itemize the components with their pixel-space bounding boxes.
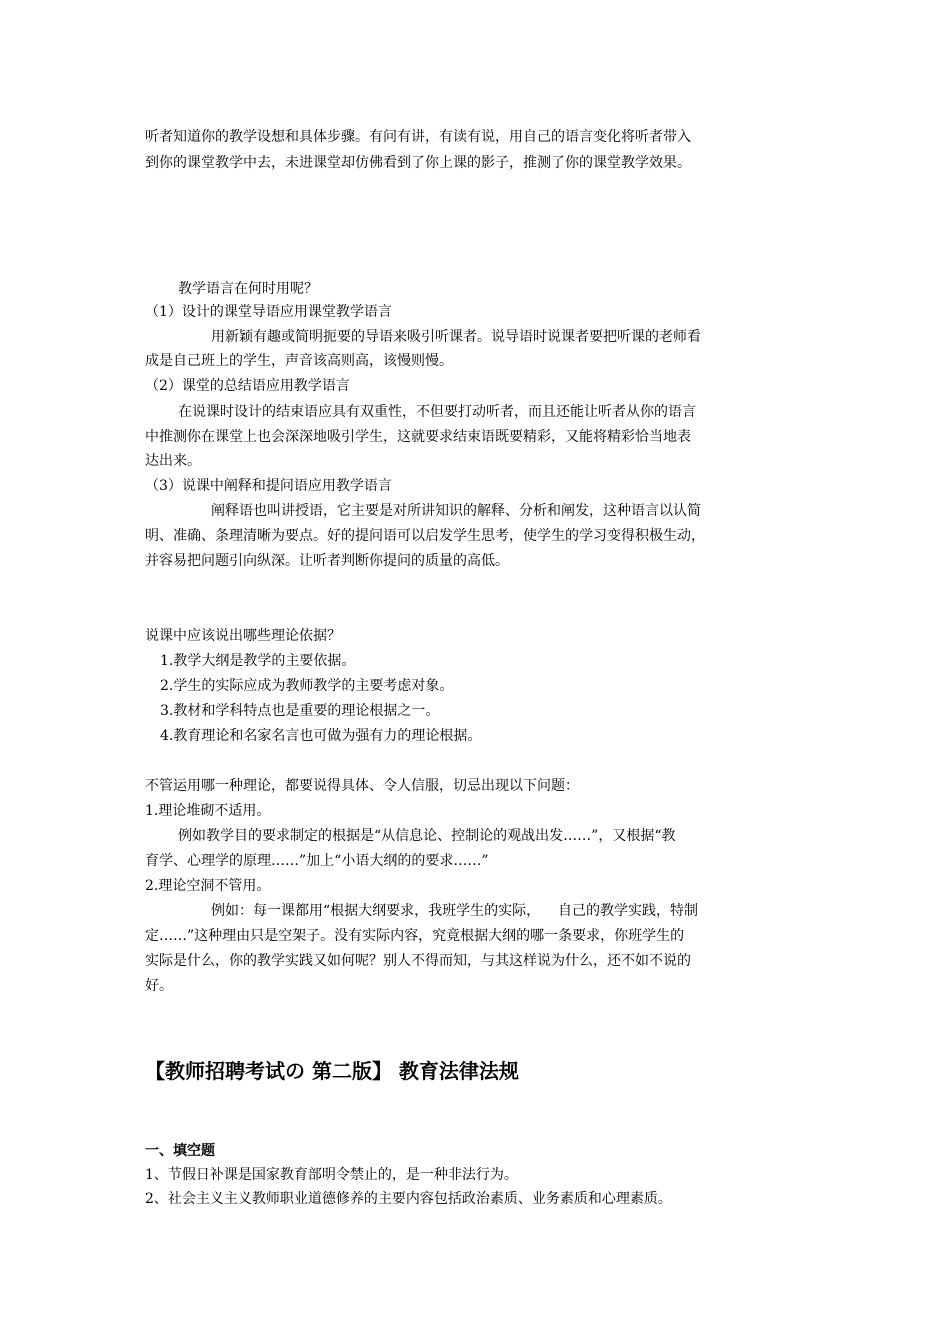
intro-line-2: 到你的课堂教学中去，未进课堂却仿佛看到了你上课的影子，推测了你的课堂教学效果。 [145,155,691,171]
theory-item: 3.教材和学科特点也是重要的理论根据之一。 [160,703,440,719]
section-3-line-1: 阐释语也叫讲授语，它主要是对所讲知识的解释、分析和阐发，这种语言以认简 [211,503,701,519]
theory-item: 4.教育理论和名家名言也可做为强有力的理论根据。 [160,728,482,744]
section-subheading: 一、填空题 [145,1143,215,1159]
section-1-line-2: 成是自己班上的学生，声音该高则高，该慢则慢。 [145,353,453,369]
when-question: 教学语言在何时用呢？ [178,281,318,297]
problem-1-line-2: 育学、心理学的原理……”加上“小语大纲的的要求……” [145,853,489,869]
theory-item: 1.教学大纲是教学的主要依据。 [160,653,356,669]
problem-1-line-1: 例如教学目的要求制定的根据是“从信息论、控制论的观战出发……”，又根据“教 [178,828,676,844]
problem-2-line-1: 例如：每一课都用“根据大纲要求，我班学生的实际， 自己的教学实践，特制 [211,903,698,919]
section-2-line-3: 达出来。 [145,453,201,469]
section-1-line-1: 用新颖有趣或简明扼要的导语来吸引听课者。说导语时说课者要把听课的老师看 [211,329,701,345]
problem-1-title: 1.理论堆砌不适用。 [145,803,271,819]
section-2-line-1: 在说课时设计的结束语应具有双重性，不但要打动听者，而且还能让听者从你的语言 [178,404,696,420]
section-3-title: （3）说课中阐释和提问语应用教学语言 [145,478,392,494]
problem-2-title: 2.理论空洞不管用。 [145,878,271,894]
fill-question-1: 1、节假日补课是国家教育部明令禁止的，是一种非法行为。 [145,1167,518,1183]
section-3-line-3: 并容易把问题引向纵深。让听者判断你提问的质量的高低。 [145,553,509,569]
problem-2-line-4: 好。 [145,978,173,994]
section-heading: 【教师招聘考试の 第二版】 教育法律法规 [145,1059,519,1083]
problem-2-line-2: 定……”这种理由只是空架子。没有实际内容，究竟根据大纲的哪一条要求，你班学生的 [145,928,685,944]
section-3-line-2: 明、准确、条理清晰为要点。好的提问语可以启发学生思考，使学生的学习变得积极生动， [145,528,705,544]
problem-2-line-3: 实际是什么，你的教学实践又如何呢？别人不得而知，与其这样说为什么，还不如不说的 [145,953,691,969]
problems-intro: 不管运用哪一种理论，都要说得具体、令人信服，切忌出现以下问题： [145,778,579,794]
fill-question-2: 2、社会主义主义教师职业道德修养的主要内容包括政治素质、业务素质和心理素质。 [145,1191,672,1207]
section-1-title: （1）设计的课堂导语应用课堂教学语言 [145,304,392,320]
theory-question: 说课中应该说出哪些理论依据？ [145,628,341,644]
intro-line-1: 听者知道你的教学设想和具体步骤。有问有讲，有读有说，用自己的语言变化将听者带入 [145,129,691,145]
theory-item: 2.学生的实际应成为教师教学的主要考虑对象。 [160,678,454,694]
section-2-title: （2）课堂的总结语应用教学语言 [145,378,350,394]
section-2-line-2: 中推测你在课堂上也会深深地吸引学生，这就要求结束语既要精彩，又能将精彩恰当地表 [145,429,691,445]
